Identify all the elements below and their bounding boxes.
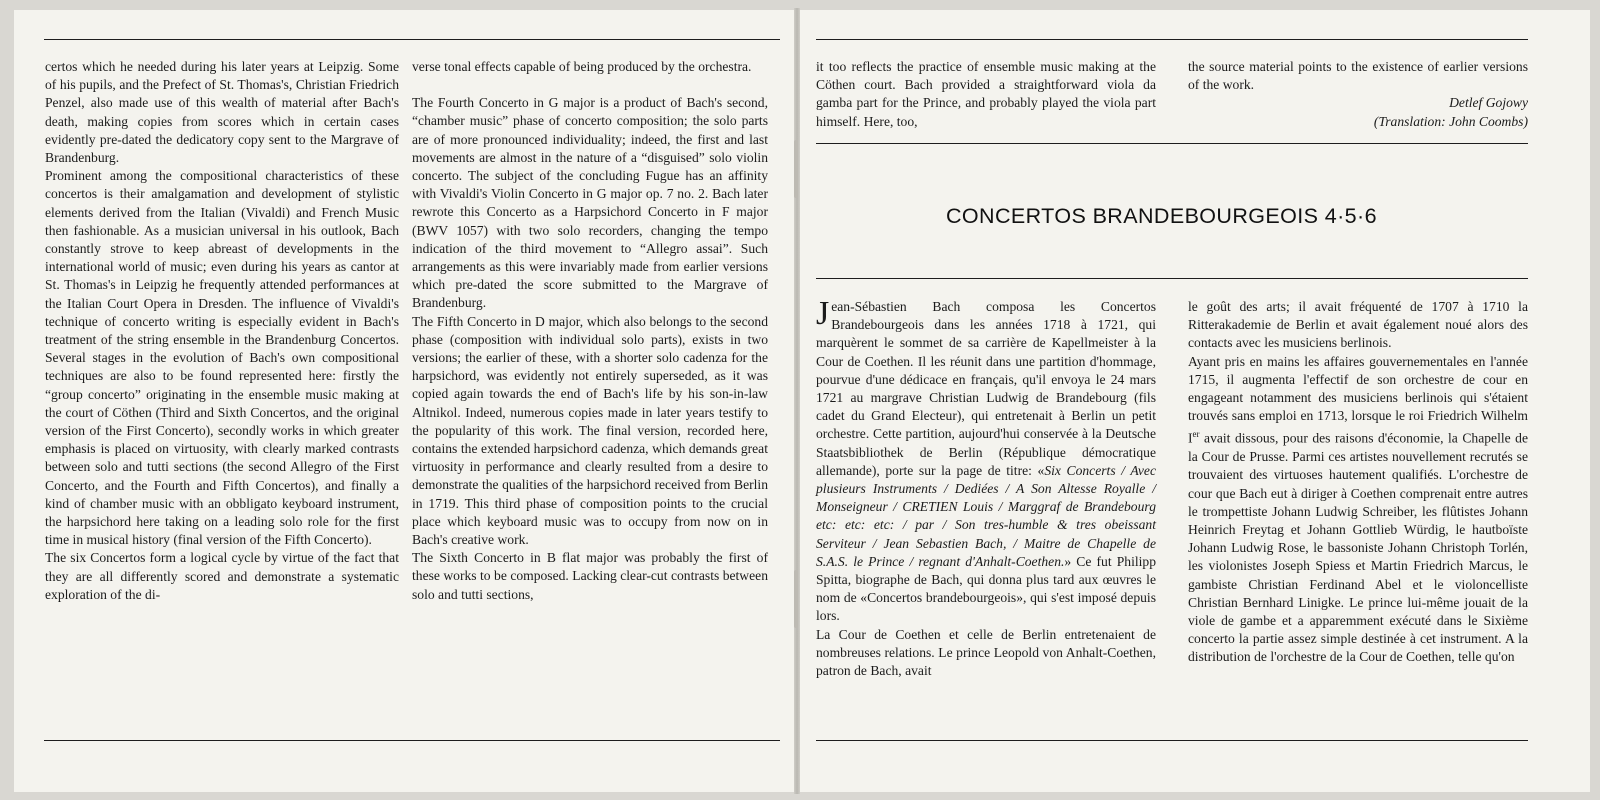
paragraph: verse tonal effects capable of being produced by the orchestra. <box>412 59 752 74</box>
paragraph: The Sixth Concerto in B flat major was probably the first of these works to be composed. Lacking clear-cut contrasts between solo and tutti sections, <box>412 550 768 602</box>
bottom-rule <box>44 740 780 741</box>
paragraph: le goût des arts; il avait fréquenté de 1707 à 1710 la Ritterakademie de Berlin et avait également noué alors des contacts avec les musiciens berlinois. <box>1188 299 1528 351</box>
paragraph: it too reflects the practice of ensemble music making at the Cöthen court. Bach provided a straightforward viola da gamba part for the Prince, and probably played the viola part himself. Here, too, <box>816 59 1156 129</box>
translator-credit: (Translation: John Coombs) <box>1373 113 1528 129</box>
paragraph: the source material points to the existence of earlier versions of the work. <box>1188 59 1528 93</box>
top-rule <box>816 39 1528 40</box>
author-signature: Detlef Gojowy <box>1449 95 1528 111</box>
staple <box>794 570 798 628</box>
section-heading: CONCERTOS BRANDEBOURGEOIS 4·5·6 <box>946 204 1377 228</box>
english-closing-col-2 <box>1188 58 1528 131</box>
top-rule <box>44 39 780 40</box>
title-page-quote: Six Concerts / Avec plusieurs Instruments / Dediées / A Son Altesse Royalle / Monseigneur / CRETIEN Louis / Marggraf de Brandebourg etc: etc: etc: / par / Son tres-humble & tres obeissant Serviteur / Jean Sebastien Bach, / Maitre de Chapelle de S.A.S. le Prince / regnant d'Anhalt-Coethen. <box>816 462 1156 569</box>
paragraph: The Fifth Concerto in D major, which also belongs to the second phase (composition with individual solo parts), exists in two versions; the earlier of these, with a shorter solo cadenza for the harpsichord, was evidently not entirely superseded, as it was copied again towards the end of Bach's life by his son-in-law Altnikol. Indeed, numerous copies made in later years testify to the popularity of this work. The final version, recorded here, contains the extended harpsichord cadenza, which demands great virtuosity in performance and clearly resulted from a desire to demonstrate the qualities of the harpsichord received from Berlin in 1719. This third phase of composition points to the crucial place which keyboard music was to occupy from now on in Bach's creative work. <box>412 313 768 548</box>
section-rule <box>816 278 1528 279</box>
french-column-2 <box>1188 298 1528 667</box>
paragraph: Ayant pris en mains les affaires gouvernementales en l'année 1715, il augmenta l'effectif de son orchestre de cour en engageant notamment des musiciens berlinois qui s'étaient trouvés sans emploi en 1713, lorsque le roi Friedrich Wilhelm Ier avait dissous, pour des raisons d'économie, la Chapelle de la Cour de Prusse. Parmi ces artistes nouvellement recrutés se trouvaient des virtuoses hautement qualifiés. L'orchestre de cour que Bach eut à diriger à Coethen comprenait entre autres le trompettiste Johann Ludwig Schreiber, les flûtistes Johann Heinrich Freytag et Johann Gottlieb Würdig, le hautboïste Johann Ludwig Rose, le bassoniste Johann Christoph Torlén, les violonistes Joseph Spiess et Martin Friedrich Marcus, le gambiste Christian Ferdinand Abel et le violoncelliste Christian Bernhard Linigke. Le prince lui-même jouait de la viole de gambe et a apparemment exécuté dans le Sixième concerto la partie assez simple destinée à cet instrument. A la distribution de l'orchestre de la Cour de Coethen, telle qu'on <box>1188 353 1528 665</box>
staple <box>794 140 798 198</box>
paragraph: La Cour de Coethen et celle de Berlin entretenaient de nombreuses relations. Le prince Leopold von Anhalt-Coethen, patron de Bach, avait <box>816 626 1156 679</box>
paragraph: Jean-Sébastien Bach composa les Concertos Brandebourgeois dans les années 1718 à 1721, qui marquèrent le sommet de sa carrière de Kapellmeister à la Cour de Coethen. Il les réunit dans une partition d'hommage, pourvue d'une dédicace en français, qu'il envoya le 24 mars 1721 au margrave Christian Ludwig de Brandebourg (fils cadet du Grand Electeur), qui entretenait à Berlin un petit orchestre. Cette partition, aujourd'hui conservée à la Deutsche Staatsbibliothek de Berlin (République démocratique allemande), porte sur la page de titre: «Six Concerts / Avec plusieurs Instruments / Dediées / A Son Altesse Royalle / Monseigneur / CRETIEN Louis / Marggraf de Brandebourg etc: etc: etc: / par / Son tres-humble & tres obeissant Serviteur / Jean Sebastien Bach, / Maitre de Chapelle de S.A.S. le Prince / regnant d'Anhalt-Coethen.» Ce fut Philipp Spitta, biographe de Bach, qui donna plus tard aux œuvres le nom de «Concertos brandebourgeois», qui s'est imposé depuis lors. <box>816 295 1156 624</box>
section-rule <box>816 143 1528 144</box>
bottom-rule <box>816 740 1528 741</box>
paragraph: Prominent among the compositional characteristics of these concertos is their amalgamation and development of stylistic elements derived from the Italian (Vivaldi) and French Music then fashionable. As a musician universal in his outlook, Bach constantly strove to keep abreast of developments in the international world of music; even during his years as cantor at St. Thomas's in Leipzig he frequently attended performances at the Italian Court Opera in Dresden. The influence of Vivaldi's technique of concerto writing is especially evident in Bach's treatment of the string ensemble in the Brandenburg Concertos. Several stages in the evolution of Bach's own compositional techniques are also to be found represented here: firstly the “group concerto” originating in the ensemble music making at the court of Cöthen (Third and Sixth Concertos, and the original version of the First Concerto), secondly works in which greater emphasis is placed on virtuosity, with clearly marked contrasts between solo and tutti sections (the second Allegro of the First Concerto, and the Fourth and Fifth Concertos), and finally a kind of chamber music with an obbligato keyboard instrument, the harpsichord here taking on a leading solo role for the first time in musical history (final version of the Fifth Concerto). <box>45 168 399 548</box>
french-column-1 <box>816 295 1156 680</box>
left-page <box>14 10 794 792</box>
left-column-2 <box>412 58 768 604</box>
left-column-1 <box>45 58 399 604</box>
paragraph: The six Concertos form a logical cycle by virtue of the fact that they are all differently scored and demonstrate a systematic exploration of the di- <box>45 550 399 602</box>
right-page <box>800 10 1590 792</box>
paragraph: certos which he needed during his later years at Leipzig. Some of his pupils, and the Prefect of St. Thomas's, Christian Friedrich Penzel, also made use of this wealth of material after Bach's death, making copies from scores which in certain cases evidently pre-dated the dedicatory copy sent to the Margrave of Brandenburg. <box>45 59 399 166</box>
english-closing-col-1 <box>816 58 1156 131</box>
paragraph: The Fourth Concerto in G major is a product of Bach's second, “chamber music” phase of concerto composition; the solo parts are of more pronounced individuality; indeed, the first and last movements are almost in the nature of a “disguised” solo violin concerto. The subject of the concluding Fugue has an affinity with Vivaldi's Violin Concerto in G major op. 7 no. 2. Bach later rewrote this Concerto as a Harpsichord Concerto in F major (BWV 1057) with two solo recorders, changing the tempo indication of the third movement to “Allegro assai”. Such arrangements as this were invariably made from earlier versions which pre-dated the score submitted to the Margrave of Brandenburg. <box>412 95 768 311</box>
drop-cap: J <box>816 295 830 332</box>
